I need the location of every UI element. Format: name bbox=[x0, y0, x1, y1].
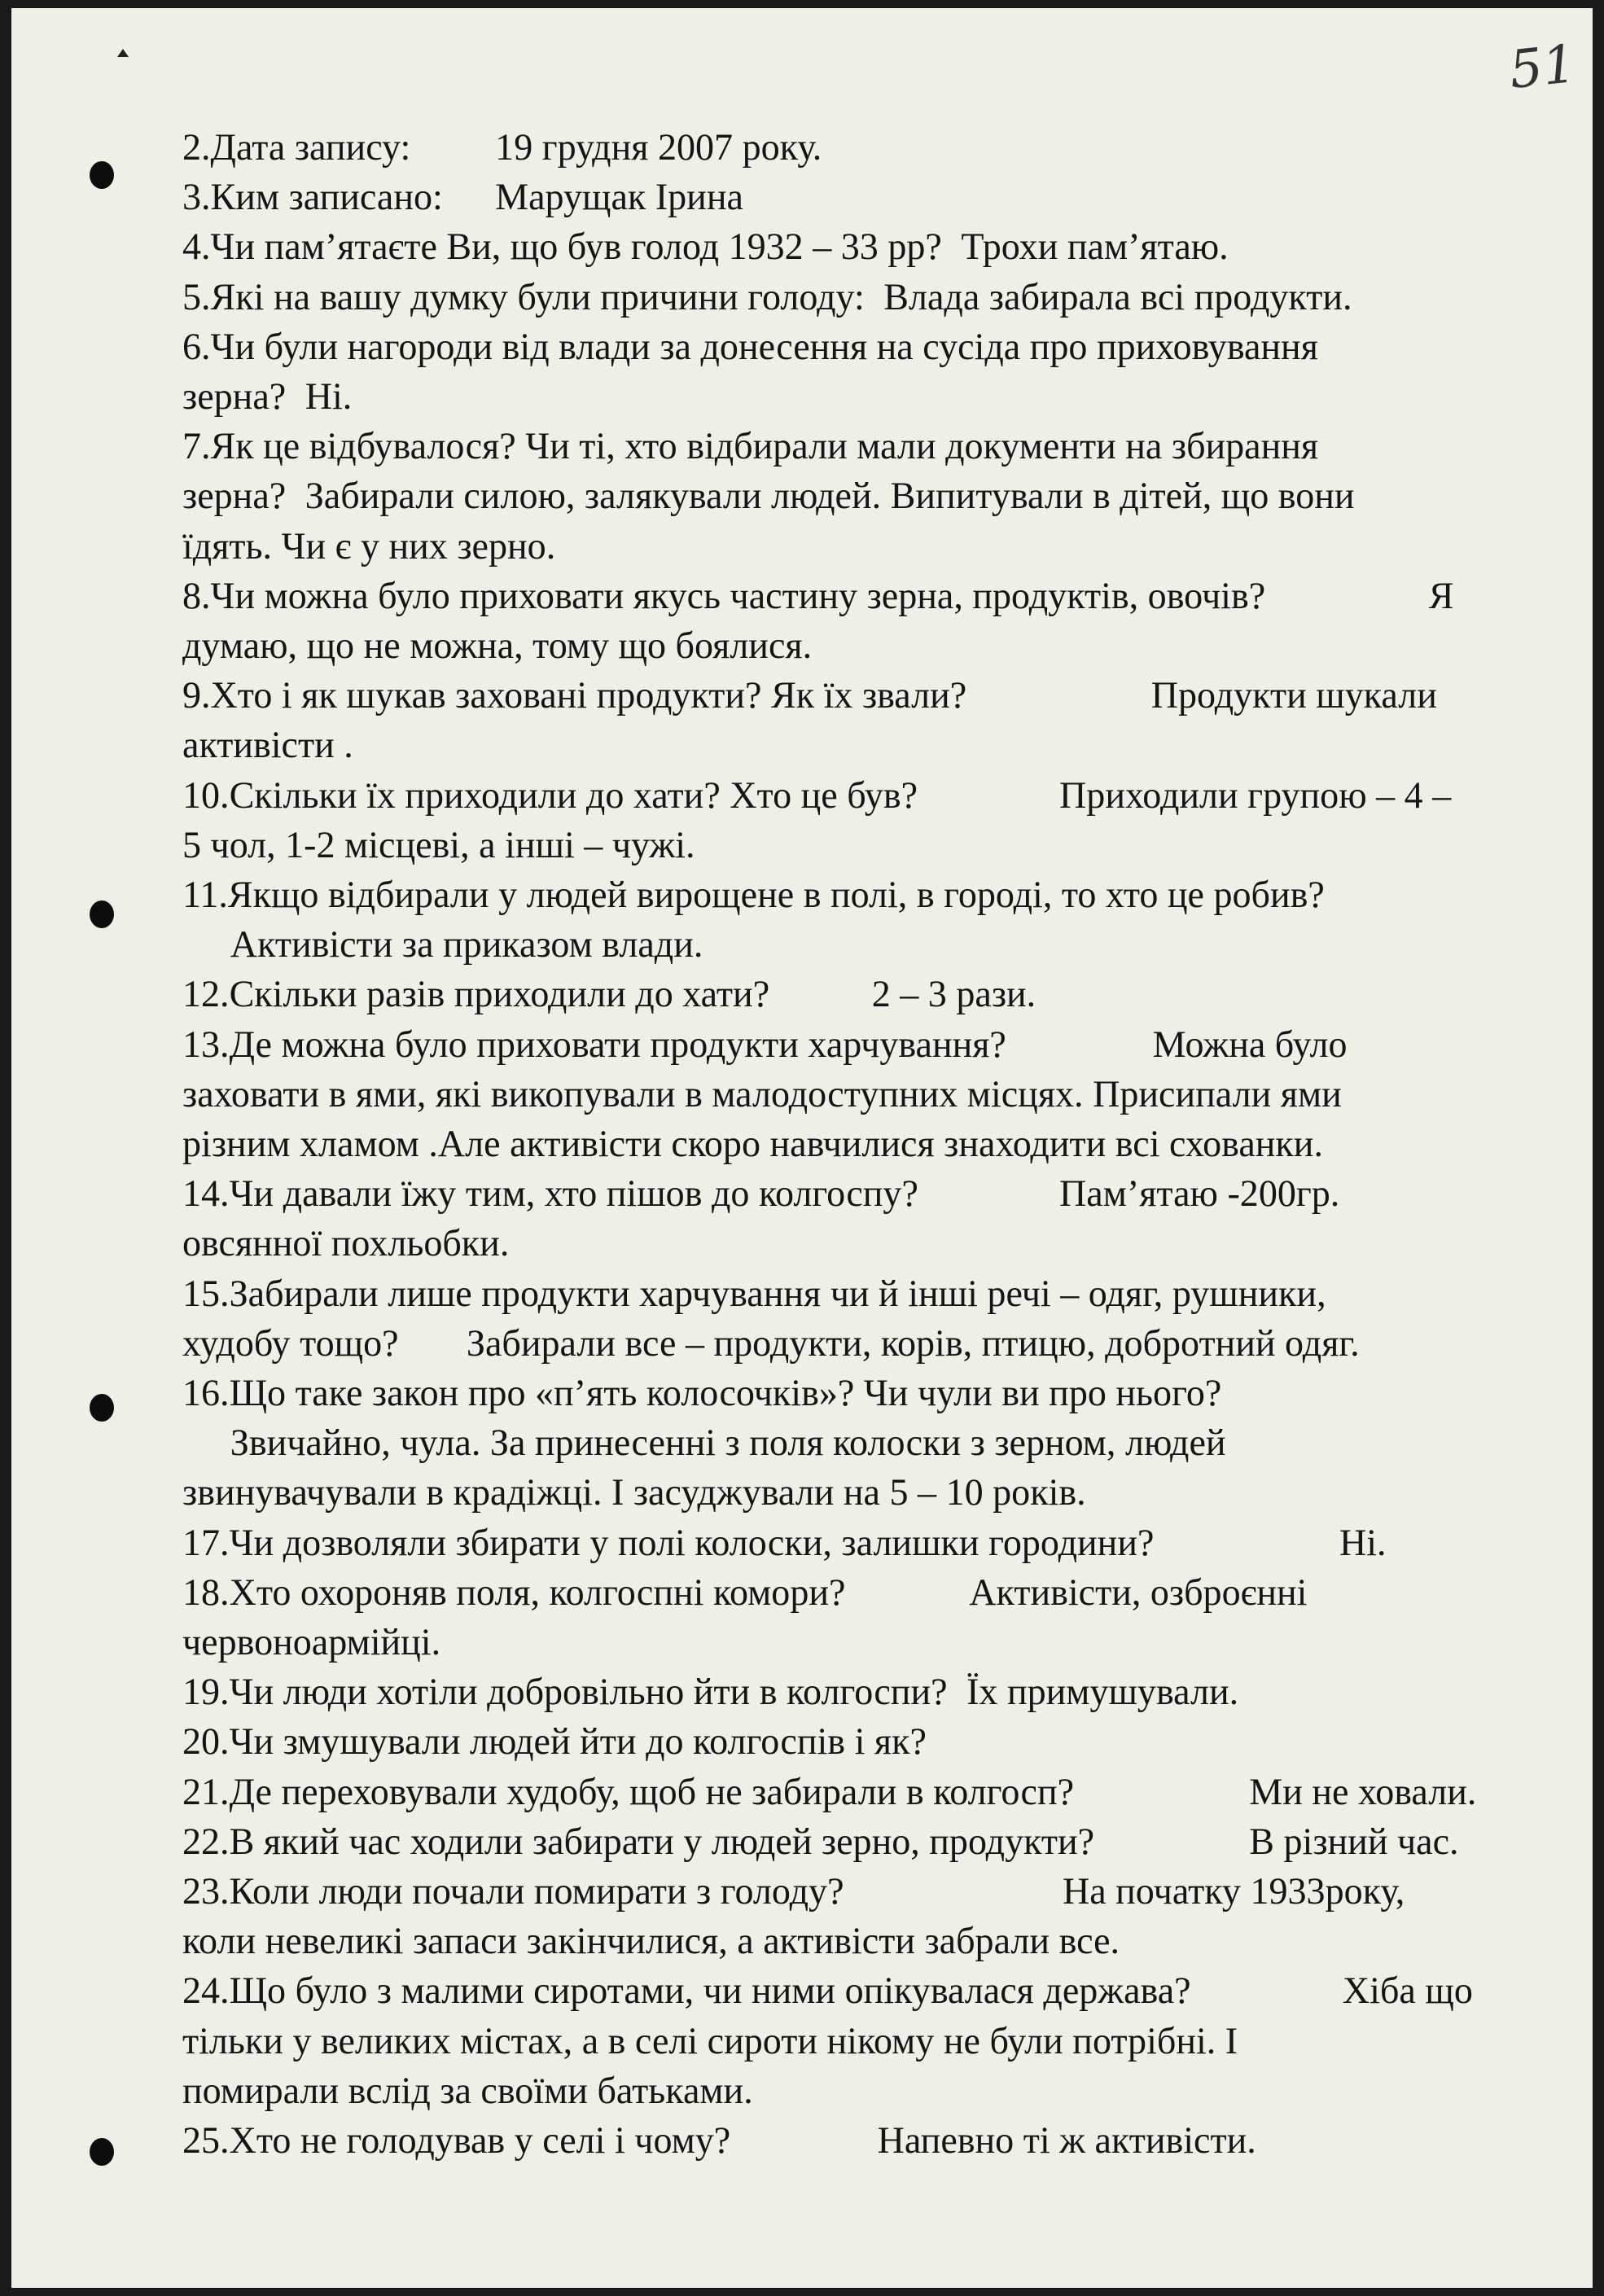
text-line bbox=[182, 123, 822, 172]
answer-text: Забирали все – продукти, корів, птицю, добротний одяг. bbox=[466, 1321, 1360, 1365]
question-text: 15.Забирали лише продукти харчування чи й інші речі – одяг, рушники, bbox=[182, 1272, 1326, 1315]
text-line bbox=[182, 1618, 440, 1667]
text-line bbox=[182, 1219, 509, 1268]
answer-text: Ні. bbox=[305, 375, 353, 418]
question-text: 22.В який час ходили забирати у людей зерно, продукти? bbox=[182, 1820, 1095, 1863]
answer-text: активісти . bbox=[182, 724, 353, 767]
answer-text: різним хламом .Але активісти скоро навчилися знаходити всі схованки. bbox=[182, 1123, 1323, 1165]
answer-text: Активісти, озброєнні bbox=[969, 1571, 1308, 1614]
punch-hole-icon bbox=[90, 1394, 114, 1422]
answer-text: Я bbox=[1428, 574, 1454, 617]
text-line bbox=[182, 671, 1437, 720]
question-text: 8.Чи можна було приховати якусь частину зерна, продуктів, овочів? bbox=[182, 574, 1266, 617]
text-line bbox=[182, 2116, 1256, 2165]
text-line bbox=[182, 1867, 1405, 1916]
question-text: 2.Дата запису: bbox=[182, 126, 411, 169]
question-text: 4.Чи пам’ятаєте Ви, що був голод 1932 – 33 рр? bbox=[182, 226, 942, 269]
text-line bbox=[182, 372, 352, 421]
answer-text: Продукти шукали bbox=[1150, 674, 1437, 717]
answer-text: червоноармійці. bbox=[182, 1621, 441, 1663]
answer-text: Активісти за приказом влади. bbox=[230, 923, 703, 966]
answer-text: тільки у великих містах, а в селі сироти нікому не були потрібні. І bbox=[182, 2019, 1238, 2062]
question-text: 3.Ким записано: bbox=[182, 176, 443, 219]
question-text: 10.Скільки їх приходили до хати? Хто це був? bbox=[182, 773, 918, 817]
answer-text: 5 чол, 1-2 місцеві, а інші – чужі. bbox=[182, 823, 695, 866]
answer-text: 2 – 3 рази. bbox=[871, 973, 1036, 1016]
text-line bbox=[182, 970, 1036, 1019]
answer-text: Влада забирала всі продукти. bbox=[883, 275, 1352, 318]
question-text: 5.Які на вашу думку були причини голоду: bbox=[182, 275, 865, 318]
answer-text: Приходили групою – 4 – bbox=[1059, 773, 1452, 817]
text-line bbox=[182, 173, 743, 221]
question-text: 12.Скільки разів приходили до хати? bbox=[182, 973, 770, 1016]
answer-text: коли невеликі запаси закінчилися, а активісти забрали все. bbox=[182, 1920, 1120, 1963]
question-text: 21.Де переховували худобу, щоб не забирали в колгосп? bbox=[182, 1770, 1075, 1813]
text-line bbox=[182, 1518, 1387, 1567]
text-line bbox=[182, 771, 1452, 820]
text-line bbox=[182, 1817, 1459, 1866]
answer-text: На початку 1933року, bbox=[1062, 1870, 1405, 1913]
question-text: худобу тощо? bbox=[182, 1321, 399, 1365]
question-text: 17.Чи дозволяли збирати у полі колоски, залишки городини? bbox=[182, 1521, 1155, 1564]
punch-hole-icon bbox=[90, 900, 114, 928]
text-line bbox=[182, 1966, 1473, 2015]
text-line bbox=[182, 2066, 753, 2115]
question-text: зерна? bbox=[182, 375, 287, 418]
answer-text: 19 грудня 2007 року. bbox=[495, 126, 822, 169]
text-line bbox=[182, 1667, 1238, 1716]
text-line bbox=[182, 1070, 1342, 1119]
text-line bbox=[182, 1020, 1348, 1069]
question-text: 11.Якщо відбирали у людей вирощене в полі, в городі, то хто це робив? bbox=[182, 874, 1325, 916]
answer-text: звинувачували в крадіжці. І засуджували на 5 – 10 років. bbox=[182, 1471, 1086, 1514]
text-line bbox=[182, 1269, 1326, 1318]
answer-text: Марущак Ірина bbox=[495, 176, 743, 219]
text-line bbox=[182, 1568, 1308, 1617]
question-text: 18.Хто охороняв поля, колгоспні комори? bbox=[182, 1571, 846, 1614]
text-line bbox=[182, 1319, 1360, 1368]
text-line bbox=[182, 1717, 927, 1766]
answer-text: заховати в ями, які викопували в малодоступних місцях. Присипали ями bbox=[182, 1072, 1342, 1115]
answer-text: їдять. Чи є у них зерно. bbox=[182, 524, 556, 567]
corner-mark-icon bbox=[117, 49, 129, 57]
page-number: 51 bbox=[1506, 33, 1580, 102]
text-line bbox=[182, 821, 695, 870]
question-text: 16.Що таке закон про «п’ять колосочків»? Чи чули ви про нього? bbox=[182, 1372, 1222, 1414]
text-line bbox=[182, 522, 555, 571]
answer-text: Трохи пам’ятаю. bbox=[961, 226, 1229, 269]
text-line bbox=[182, 1468, 1086, 1517]
answer-text: В різний час. bbox=[1249, 1820, 1459, 1863]
answer-text: Ні. bbox=[1339, 1521, 1387, 1564]
question-text: 13.Де можна було приховати продукти харчування? bbox=[182, 1023, 1006, 1066]
text-line bbox=[182, 2017, 1238, 2066]
text-line bbox=[182, 1369, 1221, 1417]
question-text: 25.Хто не голодував у селі і чому? bbox=[182, 2119, 731, 2162]
question-text: зерна? bbox=[182, 475, 287, 518]
question-text: 19.Чи люди хотіли добровільно йти в колгоспи? bbox=[182, 1671, 948, 1714]
text-line bbox=[182, 1120, 1323, 1168]
answer-text: Ми не ховали. bbox=[1249, 1770, 1477, 1813]
text-line bbox=[182, 471, 1355, 520]
text-line bbox=[182, 572, 1454, 620]
punch-hole-icon bbox=[90, 161, 114, 189]
text-line bbox=[182, 222, 1229, 271]
text-line bbox=[182, 1768, 1477, 1816]
question-text: 9.Хто і як шукав заховані продукти? Як їх звали? bbox=[182, 674, 967, 717]
text-line bbox=[182, 621, 812, 670]
punch-hole-icon bbox=[90, 2138, 114, 2166]
text-line bbox=[182, 322, 1318, 371]
answer-text: думаю, що не можна, тому що боялися. bbox=[182, 624, 813, 667]
text-line bbox=[182, 422, 1318, 471]
answer-text: Пам’ятаю -200гр. bbox=[1059, 1172, 1340, 1216]
text-line bbox=[182, 1917, 1120, 1965]
answer-text: овсянної похльобки. bbox=[182, 1222, 510, 1265]
answer-text: Їх примушували. bbox=[966, 1671, 1239, 1714]
text-line bbox=[182, 273, 1352, 322]
text-line bbox=[182, 870, 1325, 919]
text-line bbox=[182, 721, 353, 769]
answer-text: Напевно ті ж активісти. bbox=[877, 2119, 1256, 2162]
question-text: 7.Як це відбувалося? Чи ті, хто відбирали мали документи на збирання bbox=[182, 425, 1319, 468]
answer-text: Звичайно, чула. За принесенні з поля колоски з зерном, людей bbox=[230, 1422, 1226, 1465]
answer-text: Можна було bbox=[1152, 1023, 1348, 1066]
answer-text: помирали вслід за своїми батьками. bbox=[182, 2069, 753, 2112]
question-text: 14.Чи давали їжу тим, хто пішов до колгоспу? bbox=[182, 1172, 918, 1216]
text-line bbox=[182, 1169, 1340, 1218]
question-text: 6.Чи були нагороди від влади за донесення на сусіда про приховування bbox=[182, 325, 1318, 368]
question-text: 20.Чи змушували людей йти до колгоспів і як? bbox=[182, 1720, 927, 1764]
question-text: 23.Коли люди почали помирати з голоду? bbox=[182, 1870, 844, 1913]
answer-text: Хіба що bbox=[1342, 1970, 1473, 2013]
question-text: 24.Що було з малими сиротами, чи ними опікувалася держава? bbox=[182, 1970, 1191, 2013]
answer-text: Забирали силою, залякували людей. Випитували в дітей, що вони bbox=[305, 475, 1355, 518]
document-page bbox=[11, 8, 1593, 2288]
